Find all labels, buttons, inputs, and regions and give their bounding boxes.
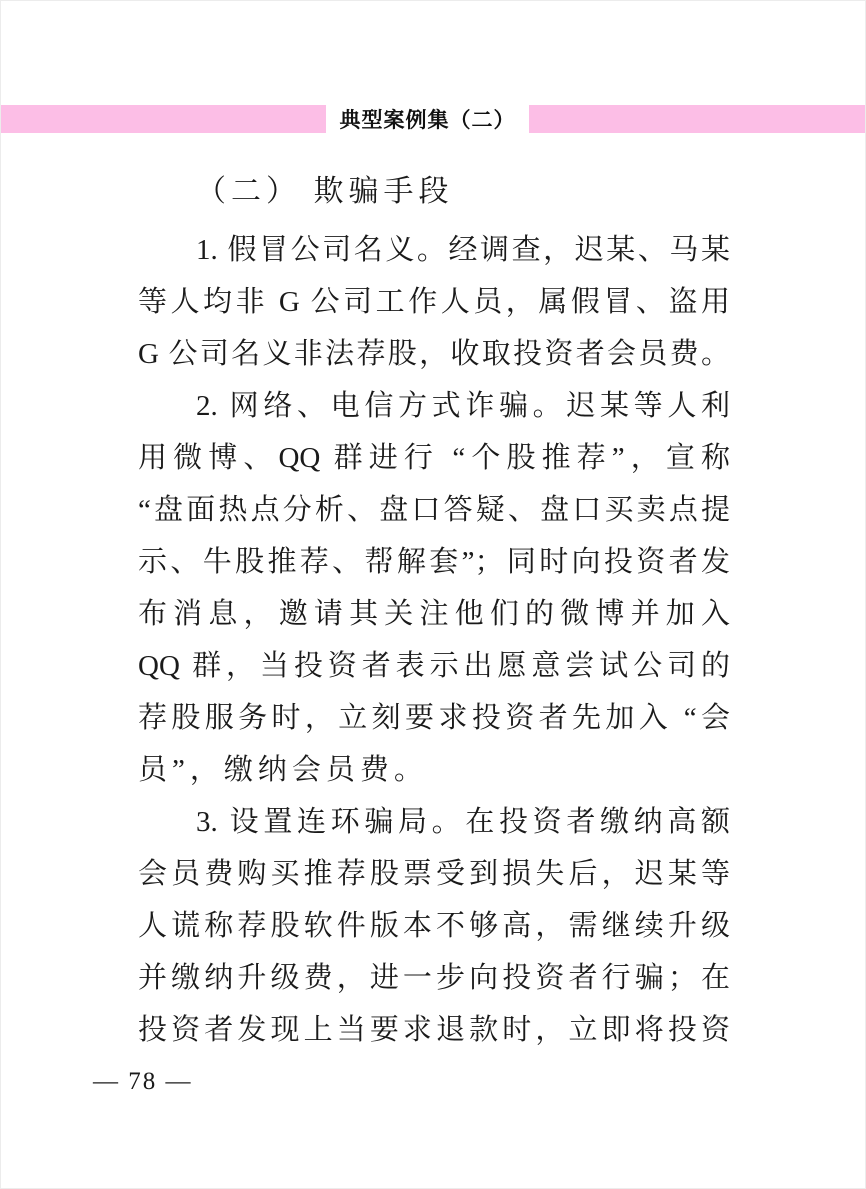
text-line: 荐股服务时，立刻要求投资者先加入 “会 [138, 702, 730, 734]
text-line: 并缴纳升级费，进一步向投资者行骗；在 [138, 962, 730, 994]
header-rule-right [529, 105, 865, 133]
text-line: G 公司名义非法荐股，收取投资者会员费。 [138, 338, 730, 370]
text-line: “盘面热点分析、盘口答疑、盘口买卖点提 [138, 494, 730, 526]
text-line: 员”，缴纳会员费。 [138, 754, 428, 786]
page-body [138, 166, 730, 1056]
text-lines [138, 224, 730, 1056]
page-header [1, 105, 865, 133]
text-line: 用微博、QQ 群进行 “个股推荐”，宣称 [138, 442, 730, 474]
text-line: 1. 假冒公司名义。经调查，迟某、马某 [196, 234, 730, 266]
header-rule-left [1, 105, 326, 133]
page-number: — 78 — [93, 1068, 193, 1095]
section-heading: （二） 欺骗手段 [196, 175, 454, 208]
text-line: 示、牛股推荐、帮解套”；同时向投资者发 [138, 546, 730, 578]
text-line: 等人均非 G 公司工作人员，属假冒、盗用 [138, 286, 730, 318]
running-head-title: 典型案例集（二） [339, 109, 516, 132]
text-line: QQ 群，当投资者表示出愿意尝试公司的 [138, 650, 730, 682]
text-line: 人谎称荐股软件版本不够高，需继续升级 [138, 910, 730, 942]
text-line: 布消息，邀请其关注他们的微博并加入 [138, 598, 730, 630]
text-line: 会员费购买推荐股票受到损失后，迟某等 [138, 858, 730, 890]
text-line: 3. 设置连环骗局。在投资者缴纳高额 [196, 806, 730, 838]
page-footer [93, 1067, 193, 1097]
text-line: 2. 网络、电信方式诈骗。迟某等人利 [196, 390, 730, 422]
text-line: 投资者发现上当要求退款时，立即将投资 [138, 1014, 730, 1046]
